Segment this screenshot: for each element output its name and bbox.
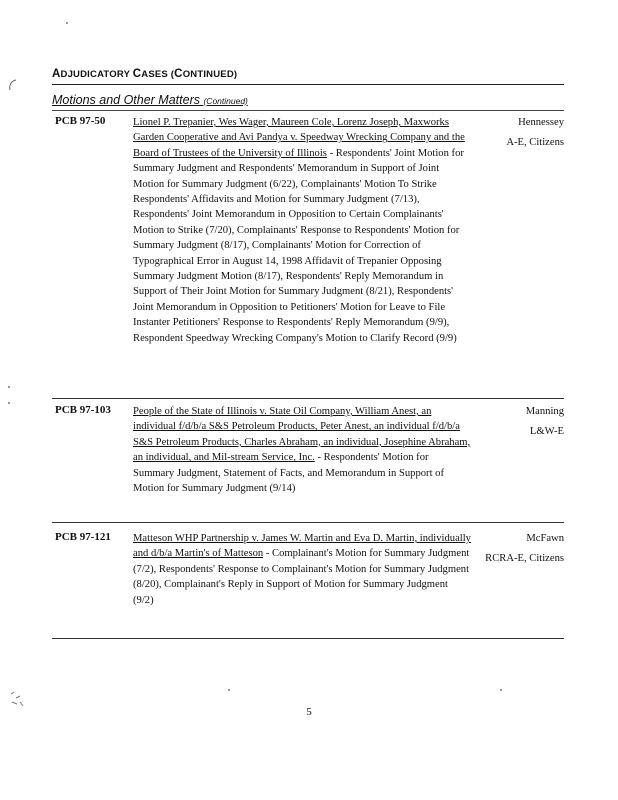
section-divider [52, 84, 564, 85]
case-description: Matteson WHP Partnership v. James W. Martin and Eva D. Martin, individually and d/b/a Martin's of Matteson - Complainant's Motion for Summary Judgment (7/2), Respondents' Response to Complainant's Motion for Summary Judgment (8/20), Complainant's Reply in Support of Motion for Summary Judgment (9/2) [133, 533, 471, 606]
subsection-divider [52, 110, 564, 111]
case-type: A-E, Citizens [506, 137, 564, 149]
scan-speck [228, 689, 230, 691]
case-parties: People of the State of Illinois v. State Oil Company, William Anest, an individual f/d/b/a S&S Petroleum Products, Peter Anest, an individual f/d/b/a S&S Petroleum Products, Charles Abraham, an individual, Josephine Abraham, an individual, and Mil-stream Service, Inc. [133, 406, 471, 464]
case-divider [52, 638, 564, 639]
case-parties: Matteson WHP Partnership v. James W. Martin and Eva D. Martin, individually and d/b/a Martin's of Matteson [133, 533, 471, 560]
case-assignment [480, 531, 564, 567]
scan-speck [8, 386, 10, 388]
case-parties: Lionel P. Trepanier, Wes Wager, Maureen Cole, Lorenz Joseph, Maxworks Garden Cooperative and Avi Pandya v. Speedway Wrecking Company and the Board of Trustees of the University of Illinois [133, 117, 465, 159]
case-divider [52, 522, 564, 523]
subsection-continued: (Continued) [203, 96, 248, 106]
scan-speck [8, 402, 10, 404]
case-description: Lionel P. Trepanier, Wes Wager, Maureen Cole, Lorenz Joseph, Maxworks Garden Cooperative and Avi Pandya v. Speedway Wrecking Company and the Board of Trustees of the University of Illinois - Respondents' Joint Motion for Summary Judgment and Respondents' Memorandum in Support of Joint Motion for Summary Judgment (6/22), Complainants' Motion To Strike Respondents' Affidavits and Motion for Summary Judgment (7/13), Respondents' Joint Memorandum in Opposition to Certain Complainants' Motion to Strike (7/20), Complainants' Response to Respondents' Motion for Summary Judgment (8/17), Complainants' Motion for Correction of Typographical Error in August 14, 1998 Affidavit of Trepanier Opposing Summary Judgment Motion (8/17), Respondents' Reply Memorandum in Support of Their Joint Motion for Summary Judgment (8/21), Respondents' Joint Memorandum in Opposition to Petitioners' Motion for Leave to File Instanter Petitioners' Response to Respondents' Reply Memorandum (9/9), Respondent Speedway Wrecking Company's Motion to Clarify Record (9/9) [133, 117, 465, 344]
page-number: 5 [306, 706, 312, 718]
board-member: McFawn [526, 533, 564, 544]
scan-mark-icon [8, 688, 28, 710]
board-member: Manning [525, 406, 564, 417]
case-number: PCB 97-103 [55, 404, 111, 416]
case-assignment [480, 404, 564, 440]
board-member: Hennessey [518, 117, 564, 128]
case-type: L&W-E [529, 426, 564, 438]
subsection-title: Motions and Other Matters (Continued) [52, 93, 248, 107]
scan-speck [66, 22, 68, 24]
case-description: People of the State of Illinois v. State Oil Company, William Anest, an individual f/d/b/a S&S Petroleum Products, Peter Anest, an individual f/d/b/a S&S Petroleum Products, Charles Abraham, an individual, Josephine Abraham, an individual, and Mil-stream Service, Inc. - Respondents' Motion for Summary Judgment, Statement of Facts, and Memorandum in Support of Motion for Summary Judgment (9/14) [133, 406, 471, 495]
case-number: PCB 97-121 [55, 531, 111, 543]
case-number: PCB 97-50 [55, 115, 106, 127]
case-divider [52, 398, 564, 399]
scan-speck [500, 689, 502, 691]
case-assignment [480, 115, 564, 151]
case-type: RCRA-E, Citizens [485, 553, 564, 565]
scan-mark-icon [6, 78, 20, 96]
section-title: ADJUDICATORY CASES (CONTINUED) [52, 68, 238, 80]
